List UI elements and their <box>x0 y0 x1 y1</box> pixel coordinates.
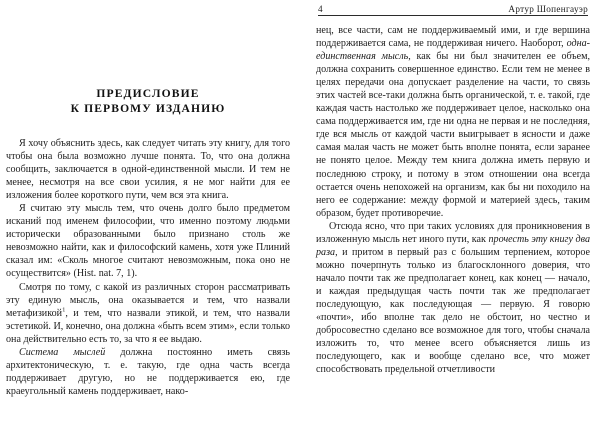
paragraph: Смотря по тому, с какой из различных сторон рассматривать эту единую мысль, она оказывается и тем, что назвали метафизикой$^1$, и тем, что назвали этикой, и тем, что назвали эстетикой. И, конечно, она должна «быть всем этим», если только она действительно есть то, за что я ее выдаю. <box>6 281 290 345</box>
paragraph: Я хочу объяснить здесь, как следует читать эту книгу, для того чтобы она была возможно лучше понята. То, что она должна сообщить, заключается в одной-единственной мысли. И тем не менее, несмотря на все свои усилия, я не мог найти для ее изложения более короткого пути, чем вся эта книга. <box>6 138 290 202</box>
page-number: 4 <box>318 4 323 14</box>
page-title-line-2: К ПЕРВОМУ ИЗДАНИЮ <box>70 102 226 115</box>
title-spacer <box>4 116 292 137</box>
right-page <box>300 0 600 444</box>
paragraph: Система мыслей должна постоянно иметь связь архитектоническую, т. е. такую, где одна часть всегда поддерживает другую, но не поддерживается ею, где краеугольный камень поддерживает, нако- <box>6 346 290 397</box>
left-page-body <box>4 137 292 398</box>
paragraph: Я считаю эту мысль тем, что очень долго было предметом исканий под именем философии, что именно поэтому людьми исторически образованными было признано столь же невозможно найти, как и философский камень, хотя уже Плиний сказал им: «Сколь многое считают невозможным, пока оно не осуществится» (Hist. nat. 7, 1). <box>6 203 290 280</box>
page-title-line-1: ПРЕДИСЛОВИЕ <box>96 87 200 100</box>
page-title <box>4 0 292 116</box>
author-name: Артур Шопенгауэр <box>508 4 588 14</box>
paragraph: нец, все части, сам не поддерживаемый ими, и где вершина поддерживается сама, не поддерживая ничего. Наоборот, одна-единственная мысль, как бы ни был значителен ее объем, должна сохранить совершенное единство. Если тем не менее в целях передачи она допускает разделение на части, то связь этих частей все-таки должна быть органической, т. е. такой, где каждая часть настолько же поддерживает целое, насколько она сама поддерживается им, где ни одна не первая и не последняя, где вся мысль от каждой части выигрывает в ясности и даже самая малая часть не может быть вполне понята, если заранее не понято целое. Между тем книга должна иметь первую и последнюю строку, и потому в этом отношении она всегда остается очень непохожей на организм, как бы ни походило на него ее содержание: между формой и материей здесь, таким образом, будет противоречие. <box>316 25 590 219</box>
paragraph: Отсюда ясно, что при таких условиях для проникновения в изложенную мысль нет иного пути, как прочесть эту книгу два раза, и притом в первый раз с большим терпением, которое можно почерпнуть только из благосклонного доверия, что начало почти так же предполагает конец, как конец — начало, и каждая предыдущая часть почти так же предполагает последующую, как последующая — первую. Я говорю «почти», ибо вполне так дело не обстоит, но честно и добросовестно сделано все возможное для того, чтобы сначала изложить то, что менее всего объясняется лишь из последующего, как и вообще сделано все, что может способствовать предельной отчетливости <box>316 220 590 376</box>
header-divider <box>318 15 588 16</box>
running-header <box>308 0 596 15</box>
right-page-body <box>308 24 596 376</box>
